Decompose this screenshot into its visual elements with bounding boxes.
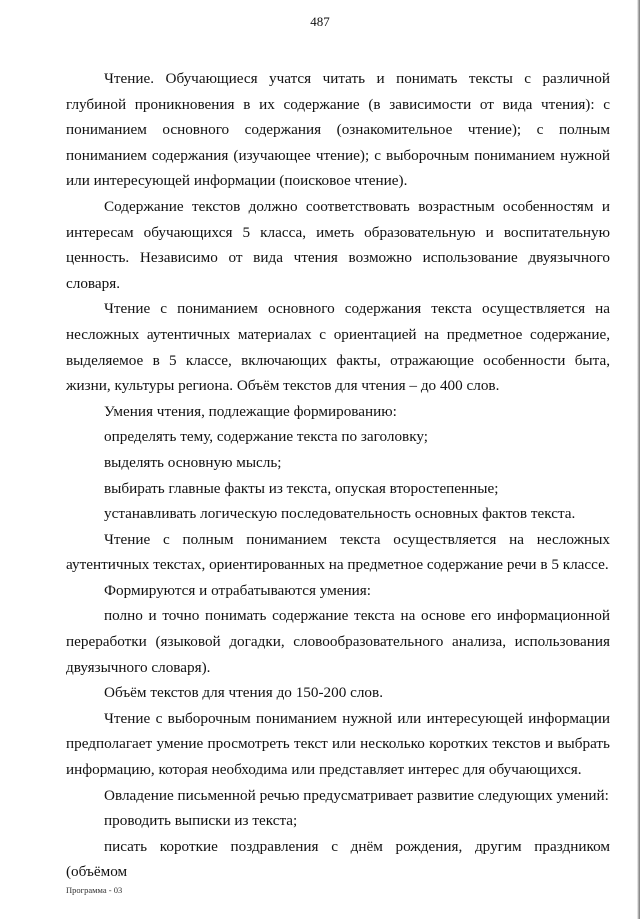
paragraph-selective-reading: Чтение с выборочным пониманием нужной или интересующей информации предполагает умение просмотреть текст или несколько коротких текстов и выбрать информацию, которая необходима или представляет интерес для обучающихся. bbox=[66, 709, 610, 779]
list-item: писать короткие поздравления с днём рождения, другим праздником (объёмом bbox=[66, 837, 610, 881]
list-item: определять тему, содержание текста по заголовку; bbox=[104, 428, 428, 446]
paragraph-skills-heading: Умения чтения, подлежащие формированию: bbox=[104, 402, 397, 420]
paragraph-writing-intro: Овладение письменной речью предусматривает развитие следующих умений: bbox=[104, 786, 609, 804]
paragraph-text-volume: Объём текстов для чтения до 150-200 слов. bbox=[104, 684, 383, 702]
list-item: выделять основную мысль; bbox=[104, 453, 282, 471]
list-item: выбирать главные факты из текста, опуская второстепенные; bbox=[104, 479, 499, 497]
list-item: проводить выписки из текста; bbox=[104, 812, 298, 830]
page-footer: Программа - 03 bbox=[66, 885, 123, 895]
list-item: устанавливать логическую последовательность основных фактов текста. bbox=[104, 505, 576, 523]
paragraph-text-content: Содержание текстов должно соответствовать возрастным особенностям и интересам обучающихся 5 класса, иметь образовательную и воспитательную ценность. Независимо от вида чтения возможно использование двуязычного словаря. bbox=[66, 197, 610, 292]
paragraph-skills-formed: Формируются и отрабатываются умения: bbox=[104, 581, 371, 599]
paragraph-reading-intro: Чтение. Обучающиеся учатся читать и понимать тексты с различной глубиной проникновения в их содержание (в зависимости от вида чтения): с пониманием основного содержания (ознакомительное чтение); с полным пониманием содержания (изучающее чтение); с выборочным пониманием нужной или интересующей информации (поисковое чтение). bbox=[66, 70, 610, 190]
page-number: 487 bbox=[310, 14, 330, 29]
paragraph-full-understanding: Чтение с полным пониманием текста осуществляется на несложных аутентичных текстах, ориентированных на предметное содержание речи в 5 классе. bbox=[66, 530, 610, 574]
paragraph-main-content-reading: Чтение с пониманием основного содержания текста осуществляется на несложных аутентичных материалах с ориентацией на предметное содержание, выделяемое в 5 классе, включающих факты, отражающие особенности быта, жизни, культуры региона. Объём текстов для чтения – до 400 слов. bbox=[66, 300, 610, 395]
document-body bbox=[66, 66, 610, 885]
list-item: полно и точно понимать содержание текста на основе его информационной переработки (языковой догадки, словообразовательного анализа, использования двуязычного словаря). bbox=[66, 607, 610, 676]
